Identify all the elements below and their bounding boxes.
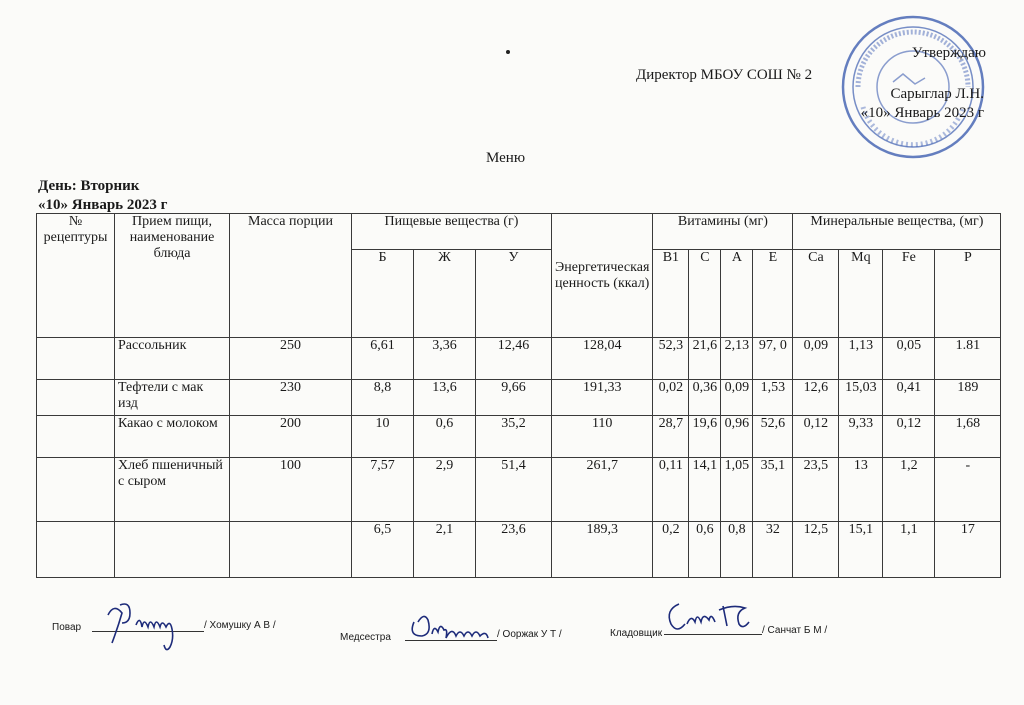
col-ca: Ca	[793, 250, 839, 338]
cell-b: 7,57	[352, 458, 414, 522]
storekeeper-role: Кладовщик	[610, 628, 663, 639]
col-group-vitamins: Витамины (мг)	[653, 214, 793, 250]
cell-energy: 261,7	[552, 458, 653, 522]
cell-fe: 0,05	[883, 338, 935, 380]
cell-p: 1.81	[935, 338, 1001, 380]
cell-mg: 1,13	[839, 338, 883, 380]
col-group-nutrients: Пищевые вещества (г)	[352, 214, 552, 250]
cell-fe: 0,12	[883, 416, 935, 458]
cell-p: -	[935, 458, 1001, 522]
col-fe: Fe	[883, 250, 935, 338]
cell-zh: 13,6	[414, 380, 476, 416]
cell-b: 6,5	[352, 522, 414, 578]
cell-b1: 52,3	[653, 338, 689, 380]
cell-no	[37, 380, 115, 416]
cell-mg: 15,03	[839, 380, 883, 416]
approval-line-3: Сарыглар Л.Н.	[890, 86, 984, 102]
cell-p: 1,68	[935, 416, 1001, 458]
nurse-role: Медсестра	[340, 632, 391, 643]
cell-zh: 2,1	[414, 522, 476, 578]
cell-name	[115, 522, 230, 578]
cell-b1: 28,7	[653, 416, 689, 458]
cell-fe: 0,41	[883, 380, 935, 416]
col-a: A	[721, 250, 753, 338]
cell-b: 10	[352, 416, 414, 458]
cell-u: 9,66	[476, 380, 552, 416]
col-meal-name: Прием пищи, наименование блюда	[115, 214, 230, 338]
cell-mg: 15,1	[839, 522, 883, 578]
cell-fe: 1,1	[883, 522, 935, 578]
cell-a: 0,96	[721, 416, 753, 458]
storekeeper-name: / Санчат Б М /	[762, 625, 828, 636]
page-title: Меню	[486, 150, 526, 166]
approval-line-2: Директор МБОУ СОШ № 2	[636, 67, 813, 83]
cell-p: 189	[935, 380, 1001, 416]
col-b: Б	[352, 250, 414, 338]
cell-b: 8,8	[352, 380, 414, 416]
cell-energy: 110	[552, 416, 653, 458]
cell-no	[37, 522, 115, 578]
table-row	[37, 458, 1001, 522]
col-b1: B1	[653, 250, 689, 338]
cell-b1: 0,11	[653, 458, 689, 522]
col-e: E	[753, 250, 793, 338]
approval-line-1: Утверждаю	[911, 45, 986, 61]
cell-a: 0,09	[721, 380, 753, 416]
cell-e: 32	[753, 522, 793, 578]
storekeeper-signature-icon	[665, 596, 765, 640]
cook-name: / Хомушку А В /	[204, 620, 276, 631]
cell-energy: 191,33	[552, 380, 653, 416]
cell-a: 2,13	[721, 338, 753, 380]
cell-energy: 128,04	[552, 338, 653, 380]
cell-c: 21,6	[689, 338, 721, 380]
cell-name: Какао с молоком	[115, 416, 230, 458]
cell-name: Тефтели с мак изд	[115, 380, 230, 416]
cell-u: 12,46	[476, 338, 552, 380]
cook-role: Повар	[52, 622, 82, 633]
header-row-1	[37, 214, 1001, 250]
cook-signature-icon	[100, 595, 200, 655]
nurse-signature-icon	[408, 608, 498, 648]
cell-portion	[230, 522, 352, 578]
cell-c: 0,6	[689, 522, 721, 578]
table-row	[37, 522, 1001, 578]
cell-ca: 23,5	[793, 458, 839, 522]
cell-b1: 0,02	[653, 380, 689, 416]
cell-ca: 0,12	[793, 416, 839, 458]
col-zh: Ж	[414, 250, 476, 338]
cell-zh: 0,6	[414, 416, 476, 458]
col-mg: Mq	[839, 250, 883, 338]
cell-a: 0,8	[721, 522, 753, 578]
cell-portion: 100	[230, 458, 352, 522]
cell-no	[37, 338, 115, 380]
table-row	[37, 380, 1001, 416]
cell-b: 6,61	[352, 338, 414, 380]
cell-a: 1,05	[721, 458, 753, 522]
col-c: C	[689, 250, 721, 338]
cell-portion: 200	[230, 416, 352, 458]
cell-zh: 2,9	[414, 458, 476, 522]
nurse-name: / Ооржак У Т /	[497, 629, 562, 640]
cell-zh: 3,36	[414, 338, 476, 380]
cell-portion: 250	[230, 338, 352, 380]
cell-mg: 13	[839, 458, 883, 522]
cell-u: 35,2	[476, 416, 552, 458]
col-energy: Энергетическая ценность (ккал)	[552, 214, 653, 338]
col-p: P	[935, 250, 1001, 338]
table-row	[37, 338, 1001, 380]
cell-no	[37, 416, 115, 458]
cell-e: 52,6	[753, 416, 793, 458]
cell-fe: 1,2	[883, 458, 935, 522]
cell-mg: 9,33	[839, 416, 883, 458]
col-portion: Масса порции	[230, 214, 352, 338]
cell-u: 51,4	[476, 458, 552, 522]
cell-c: 19,6	[689, 416, 721, 458]
cell-e: 1,53	[753, 380, 793, 416]
cell-portion: 230	[230, 380, 352, 416]
table-row	[37, 416, 1001, 458]
approval-line-4: «10» Январь 2023 г	[860, 105, 984, 121]
col-group-minerals: Минеральные вещества, (мг)	[793, 214, 1001, 250]
cell-e: 35,1	[753, 458, 793, 522]
cell-c: 14,1	[689, 458, 721, 522]
approval-block	[912, 44, 986, 63]
cell-ca: 0,09	[793, 338, 839, 380]
cell-u: 23,6	[476, 522, 552, 578]
cell-ca: 12,6	[793, 380, 839, 416]
cell-energy: 189,3	[552, 522, 653, 578]
date-label: «10» Январь 2023 г	[38, 197, 168, 213]
cell-e: 97, 0	[753, 338, 793, 380]
cell-name: Рассольник	[115, 338, 230, 380]
col-u: У	[476, 250, 552, 338]
menu-table	[36, 213, 1001, 578]
cell-no	[37, 458, 115, 522]
day-label: День: Вторник	[38, 178, 140, 194]
cell-p: 17	[935, 522, 1001, 578]
cell-name: Хлеб пшеничный с сыром	[115, 458, 230, 522]
ink-dot	[506, 50, 510, 54]
cell-b1: 0,2	[653, 522, 689, 578]
cell-ca: 12,5	[793, 522, 839, 578]
col-recipe-no: № рецептуры	[37, 214, 115, 338]
cell-c: 0,36	[689, 380, 721, 416]
